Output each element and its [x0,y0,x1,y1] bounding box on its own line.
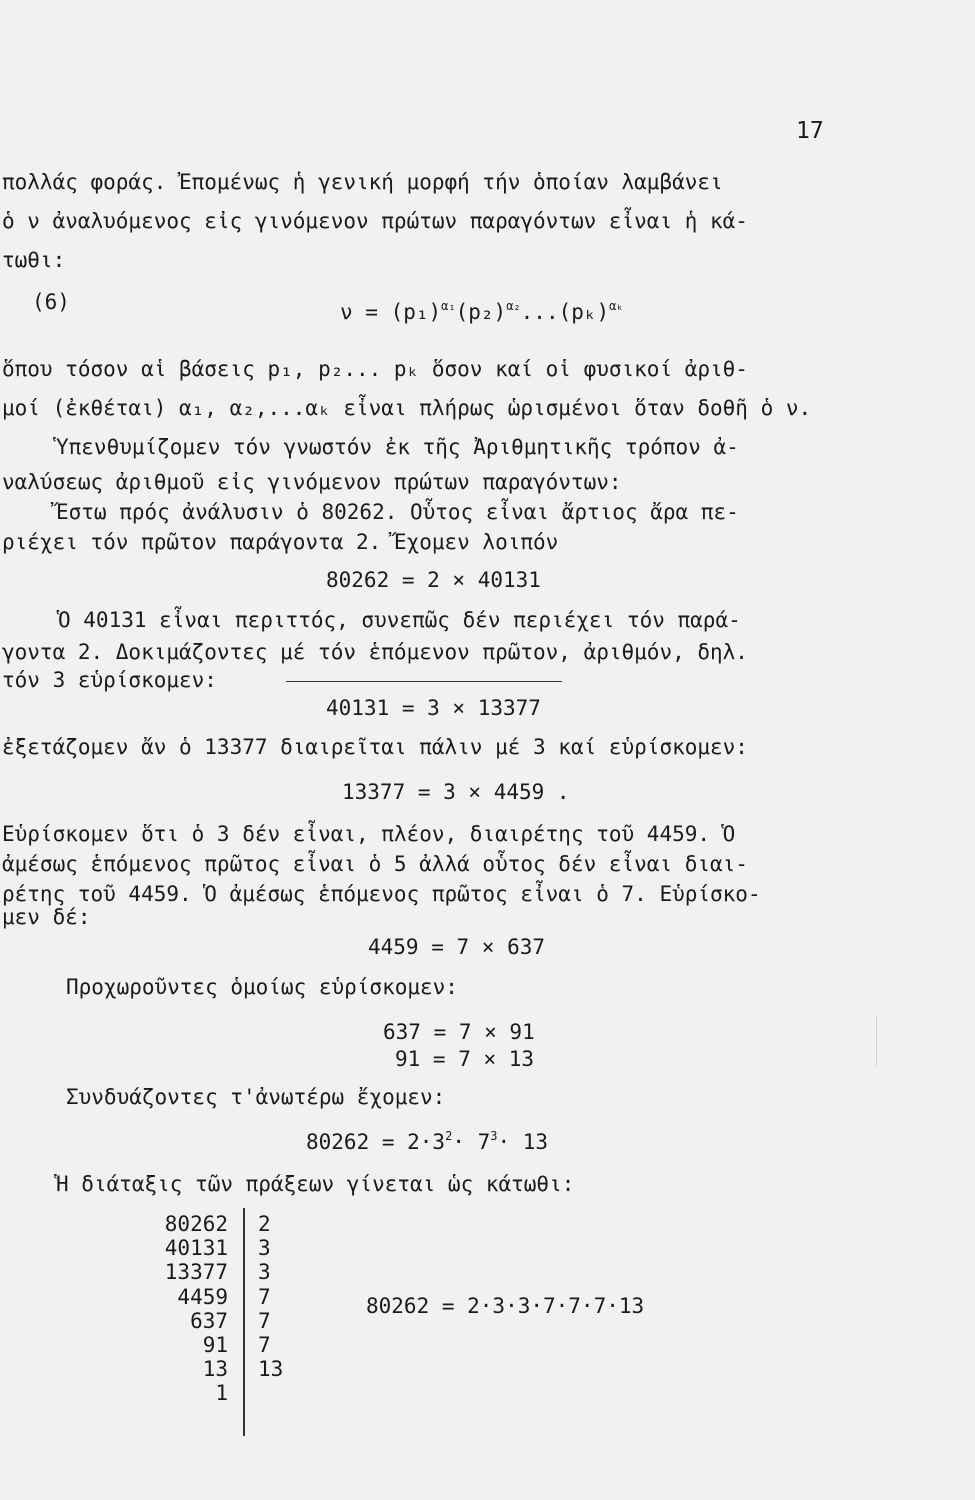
equation-line: 80262 = 2 × 40131 [326,568,541,592]
equation-number: (6) [32,290,70,314]
result-exp-2: 3 [490,1129,498,1143]
result-tail: · 13 [497,1130,549,1154]
text-line: ναλύσεως ἀριθμοῦ εἰς γινόμενον πρώτων παραγόντων: [2,470,622,494]
text-line: Συνδυάζοντες τ'ἀνωτέρω ἔχομεν: [66,1085,446,1109]
text-line: Ἔστω πρός ἀνάλυσιν ὁ 80262. Οὗτος εἶναι ἄρτιος ἄρα πε- [56,500,739,524]
equation-line: 637 = 7 × 91 [383,1020,535,1044]
prime-cell [258,1381,318,1405]
result-mid: · 7 [452,1130,491,1154]
dividend-cell: 91 [202,1332,228,1357]
prime-cell: 3 [258,1260,271,1285]
final-product: 80262 = 2·3·3·7·7·7·13 [366,1294,645,1318]
result-exp-1: 2 [445,1129,453,1143]
text-line: Ἡ διάταξις τῶν πράξεων γίνεται ὡς κάτωθι: [56,1172,575,1196]
formula-dots: ... [520,300,559,324]
dividend-cell: 40131 [164,1236,228,1261]
dividend-cell: 1 [215,1381,228,1406]
dividend-cell: 13377 [164,1260,228,1285]
text-line: Ὑπενθυμίζομεν τόν γνωστόν ἐκ τῆς Ἀριθμητικῆς τρόπον ἀ- [56,435,739,459]
dividend-cell: 4459 [177,1284,228,1309]
prime-cell: 3 [258,1236,271,1261]
text-line: ριέχει τόν πρῶτον παράγοντα 2. Ἔχομεν λοιπόν [2,530,559,554]
text-line: μεν δέ: [2,905,91,929]
formula-exp-2: α₂ [506,299,521,313]
text-line: ὅπου τόσον αἱ βάσεις p₁, p₂... pₖ ὅσον καί οἱ φυσικοί ἀριθ- [2,357,748,381]
dividend-cell: 637 [190,1308,228,1333]
text-line: Προχωροῦντες ὁμοίως εὑρίσκομεν: [66,975,458,999]
factorization-result [306,1130,548,1154]
formula-6 [340,300,624,324]
dividend-column [140,1212,228,1406]
text-line: γοντα 2. Δοκιμάζοντες μέ τόν ἑπόμενον πρῶτον, ἀριθμόν, δηλ. [2,640,748,664]
text-line: ὁ ν ἀναλυόμενος εἰς γινόμενον πρώτων παραγόντων εἶναι ἡ κά- [2,209,748,233]
division-rule [243,1208,245,1436]
text-line: τωθι: [2,248,66,272]
formula-factor-k: (pₖ) [558,300,610,324]
page-number: 17 [796,118,824,144]
scan-artifact [876,1015,877,1067]
text-line: ἀμέσως ἑπόμενος πρῶτος εἶναι ὁ 5 ἀλλά οὗτος δέν εἶναι διαι- [2,852,748,876]
text-line: ρέτης τοῦ 4459. Ὁ ἀμέσως ἑπόμενος πρῶτος εἶναι ὁ 7. Εὑρίσκο- [2,882,761,906]
equation-line: 13377 = 3 × 4459 . [342,780,570,804]
text-line: πολλάς φοράς. Ἐπομένως ἡ γενική μορφή τήν ὁποίαν λαμβάνει [2,170,723,194]
prime-cell: 7 [258,1332,271,1357]
formula-factor-2: (p₂) [455,300,507,324]
prime-cell: 13 [258,1357,284,1382]
formula-factor-1: (p₁) [390,300,442,324]
equation-line: 91 = 7 × 13 [395,1047,535,1071]
prime-column [258,1212,318,1406]
prime-cell: 2 [258,1212,271,1236]
formula-exp-1: α₁ [441,299,456,313]
text-line: ἐξετάζομεν ἄν ὁ 13377 διαιρεῖται πάλιν μέ 3 καί εὑρίσκομεν: [2,735,748,759]
prime-cell: 7 [258,1284,271,1309]
result-lhs: 80262 = 2·3 [306,1130,446,1154]
text-line: Εὑρίσκομεν ὅτι ὁ 3 δέν εἶναι, πλέον, διαιρέτης τοῦ 4459. Ὁ [2,822,736,846]
formula-exp-k: αₖ [609,299,624,313]
equation-line: 4459 = 7 × 637 [368,935,546,959]
equation-line: 40131 = 3 × 13377 [326,696,541,720]
dividend-cell: 80262 [164,1212,228,1236]
prime-cell: 7 [258,1308,271,1333]
text-line: τόν 3 εὑρίσκομεν: [2,668,217,692]
text-line: Ὁ 40131 εἶναι περιττός, συνεπῶς δέν περιέχει τόν παρά- [58,608,741,632]
dividend-cell: 13 [202,1357,228,1382]
text-line: μοί (ἐκθέται) α₁, α₂,...αₖ εἶναι πλήρως ὡρισμένοι ὅταν δοθῆ ὁ ν. [2,396,812,420]
underline-rule [286,681,562,682]
formula-lhs: ν = [340,300,378,324]
